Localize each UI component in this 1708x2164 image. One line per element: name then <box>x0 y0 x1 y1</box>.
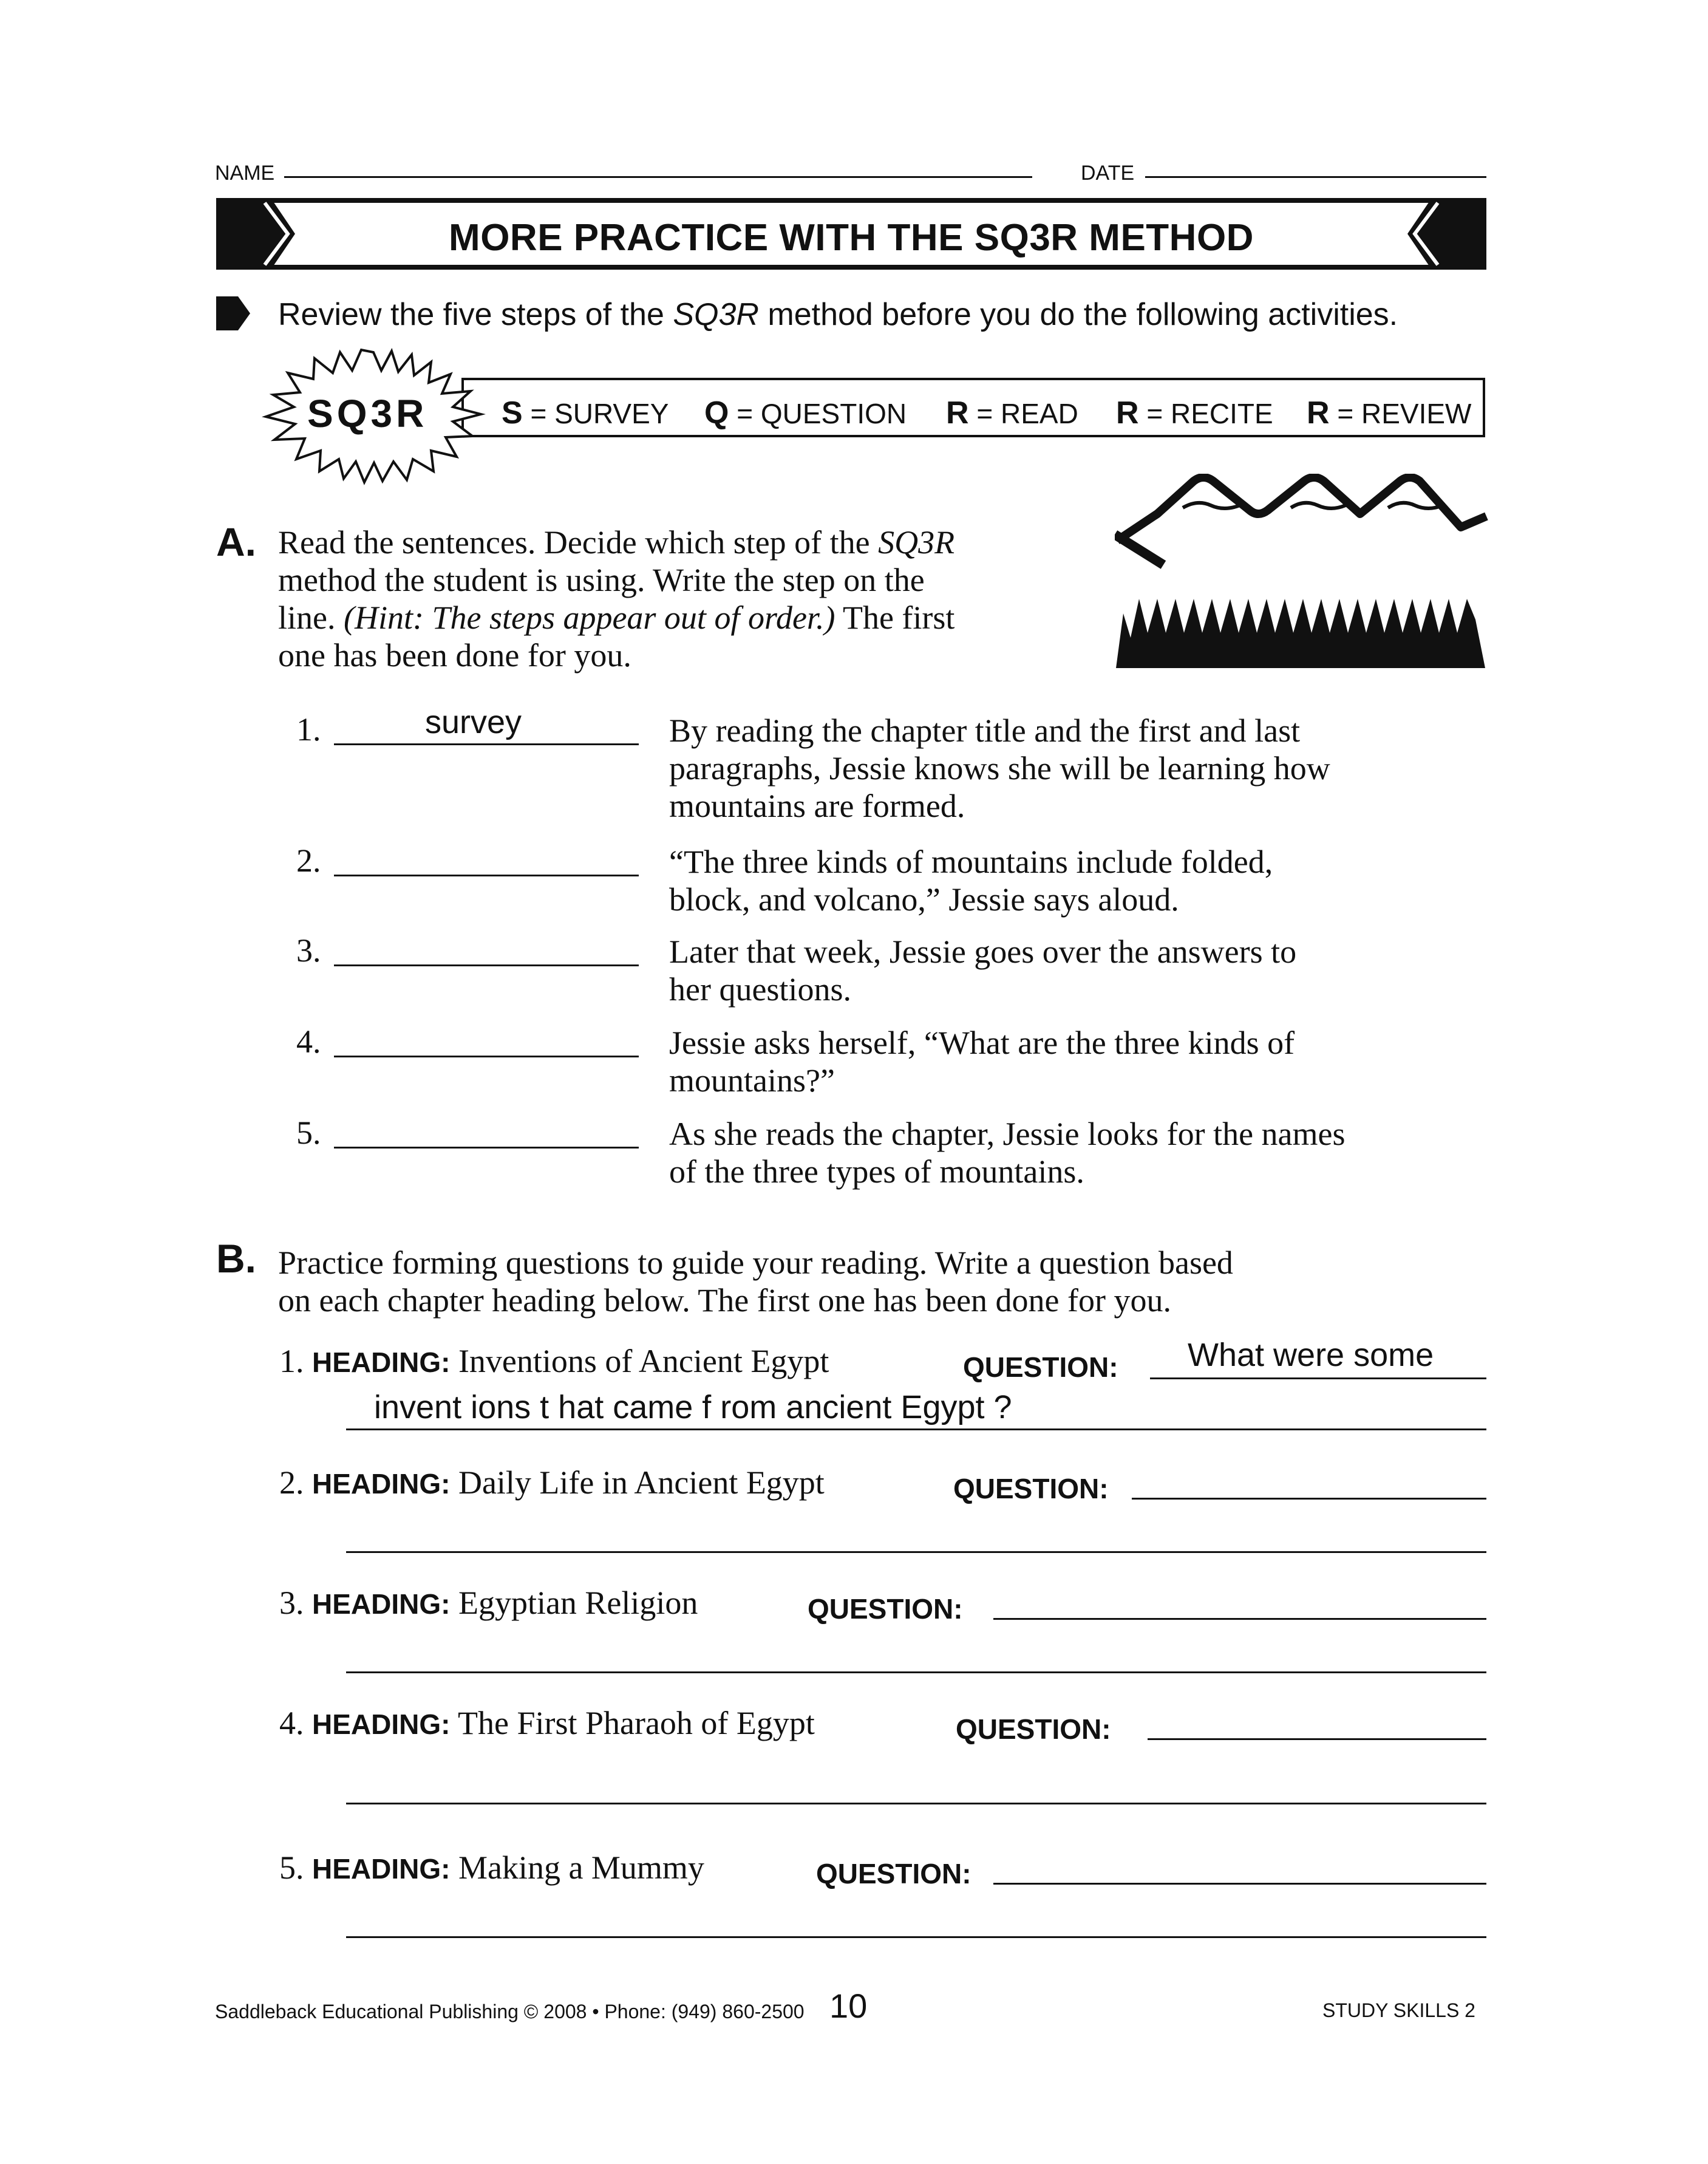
item-sentence: Later that week, Jessie goes over the answers to her questions. <box>669 934 1297 1008</box>
name-label: NAME <box>215 162 275 185</box>
item-sentence: “The three kinds of mountains include folded, block, and volcano,” Jessie says aloud. <box>669 844 1273 918</box>
handwritten-answer: invent ions t hat came f rom ancient Egypt ? <box>374 1389 1012 1425</box>
section-b-letter: B. <box>216 1236 256 1281</box>
item-number: 2. <box>279 1464 304 1501</box>
question-label: QUESTION: <box>808 1593 963 1625</box>
title-banner <box>216 198 1486 270</box>
heading-text: Making a Mummy <box>458 1849 704 1886</box>
heading-label: HEADING: <box>312 1347 451 1378</box>
heading-text: Inventions of Ancient Egypt <box>458 1343 829 1379</box>
footer-series: STUDY SKILLS 2 <box>1322 1999 1475 2021</box>
answer-line[interactable] <box>334 875 639 876</box>
answer-line[interactable] <box>334 1056 639 1057</box>
item-number: 2. <box>296 842 321 879</box>
answer-line[interactable] <box>1150 1377 1486 1379</box>
section-b-item <box>279 1584 698 1622</box>
date-field[interactable] <box>1145 176 1486 178</box>
sq3r-starburst-badge <box>261 346 486 489</box>
legend-survey: S = SURVEY <box>502 395 669 431</box>
intro-instruction: Review the five steps of the SQ3R method before you do the following activities. <box>278 297 1398 332</box>
question-label: QUESTION: <box>953 1473 1109 1504</box>
page-title: MORE PRACTICE WITH THE SQ3R METHOD <box>449 217 1254 259</box>
footer-publisher: Saddleback Educational Publishing © 2008 • Phone: (949) 860-2500 <box>215 2001 805 2022</box>
item-number: 4. <box>279 1705 304 1741</box>
answer-line[interactable] <box>334 743 639 745</box>
answer-line[interactable] <box>334 1147 639 1149</box>
item-number: 3. <box>296 932 321 969</box>
section-a-letter: A. <box>216 519 256 564</box>
handwritten-answer: What were some <box>1188 1337 1434 1373</box>
sq3r-legend <box>461 378 1485 437</box>
section-b-item <box>279 1849 704 1886</box>
answer-line[interactable] <box>346 1671 1486 1673</box>
handwritten-answer: survey <box>425 704 522 740</box>
arrow-bullet-icon <box>216 296 253 330</box>
item-number: 5. <box>296 1114 321 1151</box>
item-sentence: By reading the chapter title and the first and last paragraphs, Jessie knows she will be learning how mountains are formed. <box>669 712 1330 824</box>
question-label: QUESTION: <box>956 1713 1111 1745</box>
answer-line[interactable] <box>334 964 639 966</box>
answer-line[interactable] <box>346 1428 1486 1430</box>
answer-line[interactable] <box>993 1618 1486 1620</box>
starburst-label: SQ3R <box>307 392 428 435</box>
answer-line[interactable] <box>346 1551 1486 1553</box>
question-label: QUESTION: <box>816 1858 971 1889</box>
item-number: 1. <box>279 1343 304 1379</box>
section-a-instructions: Read the sentences. Decide which step of the SQ3R method the student is using. Write the step on the line. (Hint: The steps appear out of order.) The first one has been done for you. <box>278 524 955 674</box>
heading-text: Egyptian Religion <box>458 1585 698 1621</box>
mountains-illustration <box>1115 474 1491 674</box>
date-label: DATE <box>1081 162 1135 185</box>
item-number: 3. <box>279 1585 304 1621</box>
heading-text: The First Pharaoh of Egypt <box>457 1705 815 1741</box>
answer-line[interactable] <box>993 1883 1486 1885</box>
heading-text: Daily Life in Ancient Egypt <box>458 1464 825 1501</box>
item-number: 4. <box>296 1023 321 1060</box>
section-b-instructions: Practice forming questions to guide your reading. Write a question based on each chapter heading below. The first one has been done for you. <box>278 1244 1233 1319</box>
page-number: 10 <box>829 1987 868 2025</box>
item-sentence: Jessie asks herself, “What are the three kinds of mountains?” <box>669 1025 1295 1099</box>
heading-label: HEADING: <box>312 1853 451 1885</box>
section-b-item <box>279 1342 829 1380</box>
name-field[interactable] <box>284 176 1032 178</box>
answer-line[interactable] <box>1132 1498 1486 1500</box>
item-sentence: As she reads the chapter, Jessie looks for the names of the three types of mountains. <box>669 1116 1346 1190</box>
section-b-item <box>279 1704 815 1742</box>
section-b-item <box>279 1464 825 1501</box>
heading-label: HEADING: <box>312 1588 451 1620</box>
heading-label: HEADING: <box>312 1708 451 1740</box>
question-label: QUESTION: <box>963 1351 1118 1383</box>
answer-line[interactable] <box>1148 1738 1486 1740</box>
item-number: 1. <box>296 711 321 748</box>
answer-line[interactable] <box>346 1803 1486 1804</box>
legend-read: R = READ <box>946 395 1078 431</box>
legend-review: R = REVIEW <box>1307 395 1472 431</box>
legend-recite: R = RECITE <box>1116 395 1273 431</box>
heading-label: HEADING: <box>312 1468 451 1500</box>
answer-line[interactable] <box>346 1936 1486 1938</box>
legend-question: Q = QUESTION <box>704 395 907 431</box>
item-number: 5. <box>279 1849 304 1886</box>
